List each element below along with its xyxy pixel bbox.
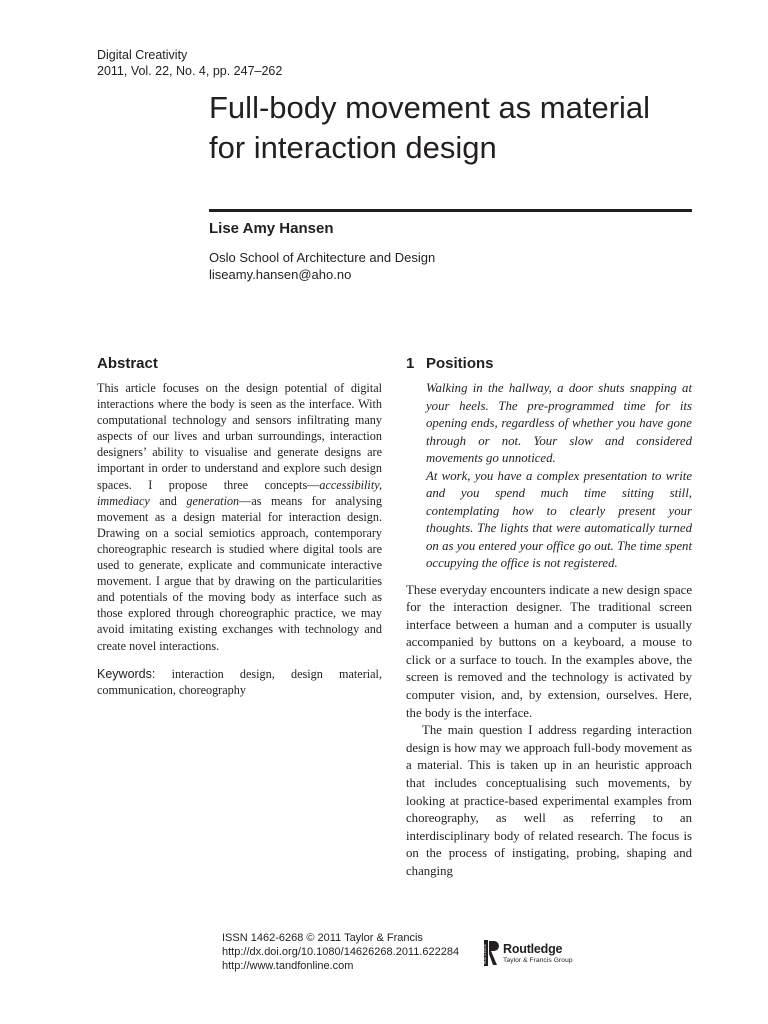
- article-title: Full-body movement as material for interaction design: [209, 90, 651, 165]
- keywords-list: interaction design, design material, communication, choreography: [97, 666, 382, 697]
- abstract-term-accessibility: accessibility,: [319, 477, 382, 492]
- page-footer: [222, 931, 459, 973]
- abstract-text-b: and: [149, 493, 187, 508]
- journal-header: [97, 47, 282, 79]
- publisher-group: Taylor & Francis Group: [503, 956, 573, 964]
- section-number: 1: [406, 355, 415, 372]
- routledge-vertical-text: ROUTLEDGE: [483, 944, 487, 964]
- routledge-logo-icon: [484, 940, 498, 966]
- abstract-section: [97, 355, 382, 698]
- block-quote: [426, 380, 692, 573]
- title-divider: [209, 209, 692, 212]
- author-affiliation: Oslo School of Architecture and Design: [209, 250, 436, 265]
- body-paragraph: The main question I address regarding interaction design is how may we approach full-body movement as a material. This is taken up in an heuristic approach that includes conceptualising such movements, by looking at practice-based experimental examples from choreography, as well as referring to an interdisciplinary body of related research. The focus is on the process of instigating, probing, shaping and changing: [406, 723, 692, 878]
- journal-citation: 2011, Vol. 22, No. 4, pp. 247–262: [97, 64, 283, 78]
- body-paragraph: These everyday encounters indicate a new design space for the interaction designer. The traditional screen interface between a human and a computer is usually accompanied by buttons on a keyboard, a mouse to click or a surface to touch. In the examples above, the screen is removed and the technology is activated by computer vision, and, by extension, ourselves. Here, the body is the interface.: [406, 582, 692, 720]
- abstract-text-a: This article focuses on the design potential of digital interactions where the body is seen as the interface. With computational technology and sensors infiltrating many aspects of our lives and urban surroundings, interaction designers’ ability to visualise and generate designs are important in order to understand and explore such design spaces. I propose three concepts—: [97, 381, 382, 492]
- author-name: Lise Amy Hansen: [209, 220, 334, 237]
- journal-name: Digital Creativity: [97, 48, 188, 62]
- abstract-heading: Abstract: [97, 355, 158, 372]
- section-body: [406, 582, 692, 881]
- abstract-text-c: —as means for analysing movement as a design material for interaction design. Drawing on a social semiotics approach, contemporary choreographic research is studied where digital tools are used to generate, explicate and communicate interactive movement. I argue that by drawing on the particularities and potentials of the moving body as interface such as those explored through choreographic practice, we may avoid imitating existing exchanges with technology and create novel interactions.: [97, 493, 382, 653]
- publisher-logo: [484, 940, 573, 966]
- keywords-label: Keywords:: [97, 666, 156, 681]
- publisher-name: Routledge: [503, 941, 563, 956]
- quote-paragraph: At work, you have a complex presentation to write and you spend much time sitting still, contemplating how to clearly present your thoughts. The lights that were automatically turned on as you entered your office go out. The time spent occupying the office is not registered.: [426, 468, 692, 570]
- footer-issn: ISSN 1462-6268 © 2011 Taylor & Francis: [222, 932, 423, 944]
- author-affiliation-block: [209, 249, 435, 283]
- section-heading: [406, 355, 692, 372]
- footer-doi-link[interactable]: http://dx.doi.org/10.1080/14626268.2011.622284: [222, 946, 460, 958]
- abstract-text: [97, 380, 382, 654]
- section-positions: [406, 355, 692, 881]
- footer-website-link[interactable]: http://www.tandfonline.com: [222, 960, 354, 972]
- author-email: liseamy.hansen@aho.no: [209, 267, 352, 282]
- abstract-term-generation: generation: [186, 493, 240, 508]
- abstract-term-immediacy: immediacy: [97, 493, 150, 508]
- quote-paragraph: Walking in the hallway, a door shuts snapping at your heels. The pre-programmed time for its opening ends, regardless of whether you have gone through or not. Your slow and considered movements go unnoticed.: [426, 381, 692, 465]
- keywords: [97, 666, 382, 698]
- section-title: Positions: [426, 355, 494, 372]
